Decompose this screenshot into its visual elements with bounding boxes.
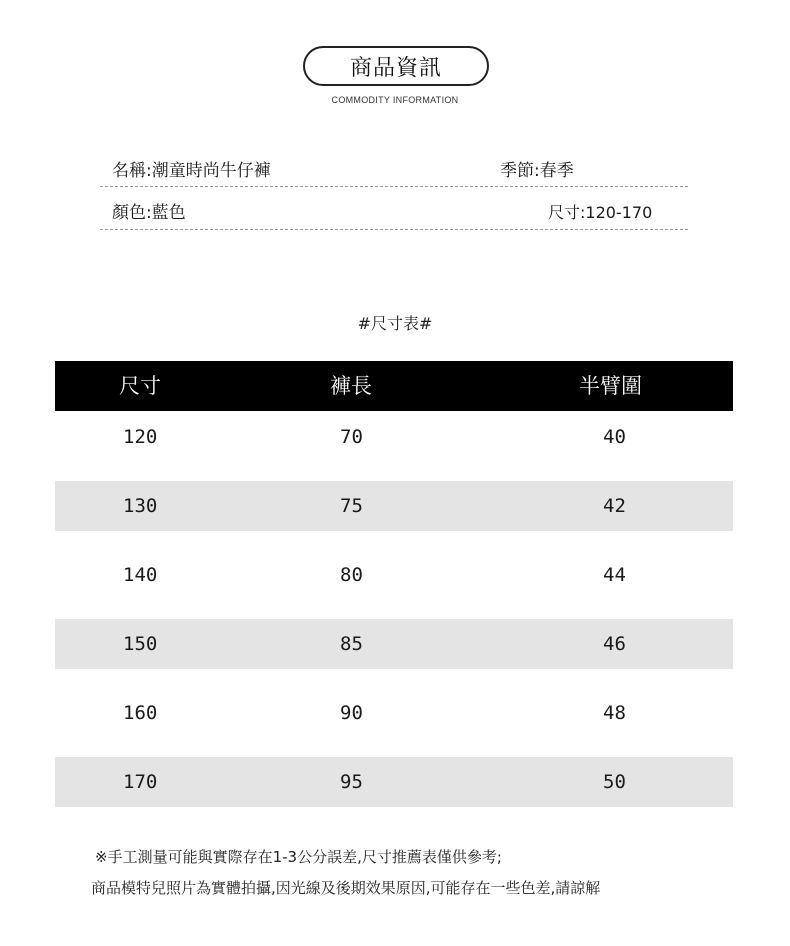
- measurement-note: ※手工測量可能與實際存在1-3公分誤差,尺寸推薦表僅供參考;: [95, 848, 502, 866]
- cell-pants-length: 75: [340, 495, 363, 517]
- product-name: 名稱:潮童時尚牛仔褲: [112, 161, 271, 181]
- cell-size: 120: [123, 426, 158, 448]
- cell-half-arm: 46: [603, 633, 626, 655]
- cell-pants-length: 95: [340, 771, 363, 793]
- cell-half-arm: 42: [603, 495, 626, 517]
- table-row: [55, 481, 733, 531]
- table-row: [55, 550, 733, 600]
- cell-pants-length: 80: [340, 564, 363, 586]
- cell-half-arm: 40: [603, 426, 626, 448]
- color-difference-note: 商品模特兒照片為實體拍攝,因光線及後期效果原因,可能存在一些色差,請諒解: [91, 879, 601, 897]
- size-table-header: [55, 361, 733, 411]
- table-row: [55, 688, 733, 738]
- cell-pants-length: 85: [340, 633, 363, 655]
- header-half-arm-circumference: 半臂圍: [579, 374, 642, 398]
- product-size-range: 尺寸:120-170: [548, 203, 653, 222]
- cell-pants-length: 70: [340, 426, 363, 448]
- info-row-2: [100, 193, 688, 230]
- info-row-1: [100, 150, 688, 187]
- cell-pants-length: 90: [340, 702, 363, 724]
- table-row: [55, 412, 733, 462]
- product-season: 季節:春季: [500, 161, 574, 181]
- cell-size: 170: [123, 771, 158, 793]
- table-row: [55, 619, 733, 669]
- table-row: [55, 757, 733, 807]
- section-title-pill: [303, 46, 489, 86]
- cell-size: 150: [123, 633, 158, 655]
- header-size: 尺寸: [119, 374, 161, 398]
- cell-size: 160: [123, 702, 158, 724]
- product-color: 顏色:藍色: [112, 203, 186, 223]
- section-subtitle: COMMODITY INFORMATION: [331, 95, 459, 105]
- cell-half-arm: 48: [603, 702, 626, 724]
- cell-half-arm: 50: [603, 771, 626, 793]
- size-table-title: #尺寸表#: [357, 314, 433, 333]
- cell-half-arm: 44: [603, 564, 626, 586]
- cell-size: 140: [123, 564, 158, 586]
- header-pants-length: 褲長: [330, 374, 372, 398]
- cell-size: 130: [123, 495, 158, 517]
- section-title: 商品資訊: [349, 55, 442, 81]
